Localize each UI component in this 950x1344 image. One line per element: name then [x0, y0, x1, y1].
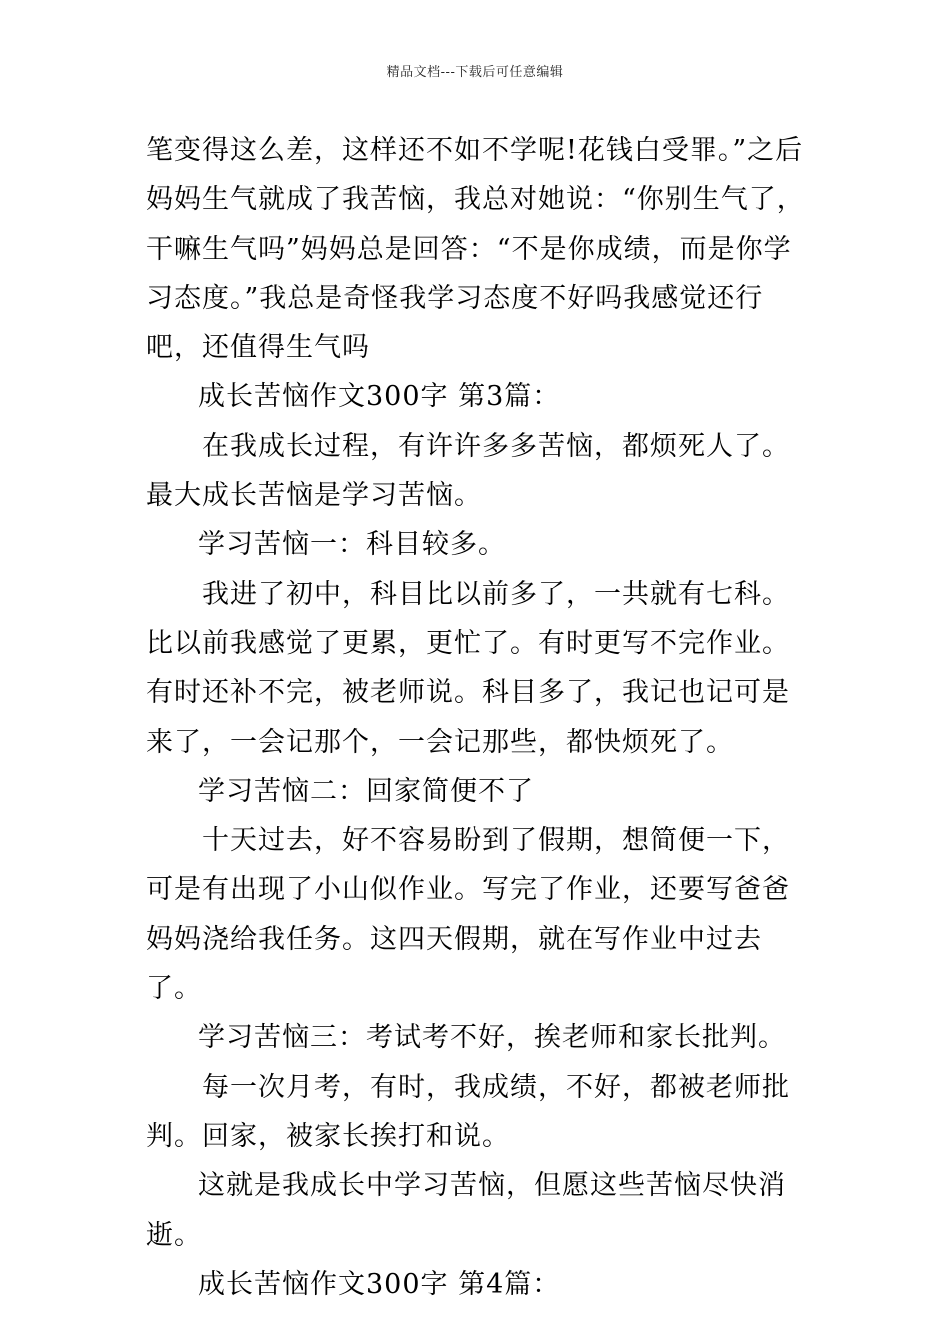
subheading-worry-1: 学习苦恼一：科目较多。: [198, 529, 506, 561]
paragraph-worry-2: 十天过去，好不容易盼到了假期，想简便一下，可是有出现了小山似作业。写完了作业，还要写爸爸妈妈浇给我任务。这四天假期，就在写作业中过去了。: [146, 825, 790, 1005]
subheading-worry-3: 学习苦恼三：考试考不好，挨老师和家长批判。: [198, 1022, 786, 1054]
paragraph-intro: 在我成长过程，有许许多多苦恼，都烦死人了。最大成长苦恼是学习苦恼。: [146, 430, 790, 512]
paragraph-continuation: 笔变得这么差，这样还不如不学呢!花钱白受罪。”之后妈妈生气就成了我苦恼，我总对她说：“你别生气了，干嘛生气吗”妈妈总是回答：“不是你成绩，而是你学习态度。”我总是奇怪我学习态度不好吗我感觉还行吧，还值得生气吗: [146, 135, 805, 364]
paragraph-worry-3: 每一次月考，有时，我成绩，不好，都被老师批判。回家，被家长挨打和说。: [146, 1071, 790, 1152]
section-title-part-4: 成长苦恼作文300字 第4篇：: [198, 1268, 561, 1300]
page-header: 精品文档---下载后可任意编辑: [386, 65, 564, 80]
paragraph-worry-1: 我进了初中，科目比以前多了，一共就有七科。比以前我感觉了更累，更忙了。有时更写不完作业。有时还补不完，被老师说。科目多了，我记也记可是来了，一会记那个，一会记那些，都快烦死了。: [146, 578, 790, 758]
paragraph-conclusion: 这就是我成长中学习苦恼，但愿这些苦恼尽快消逝。: [146, 1170, 786, 1251]
subheading-worry-2: 学习苦恼二：回家简便不了: [198, 775, 534, 807]
document-body: [146, 126, 806, 1309]
section-title-part-3: 成长苦恼作文300字 第3篇：: [198, 381, 561, 413]
